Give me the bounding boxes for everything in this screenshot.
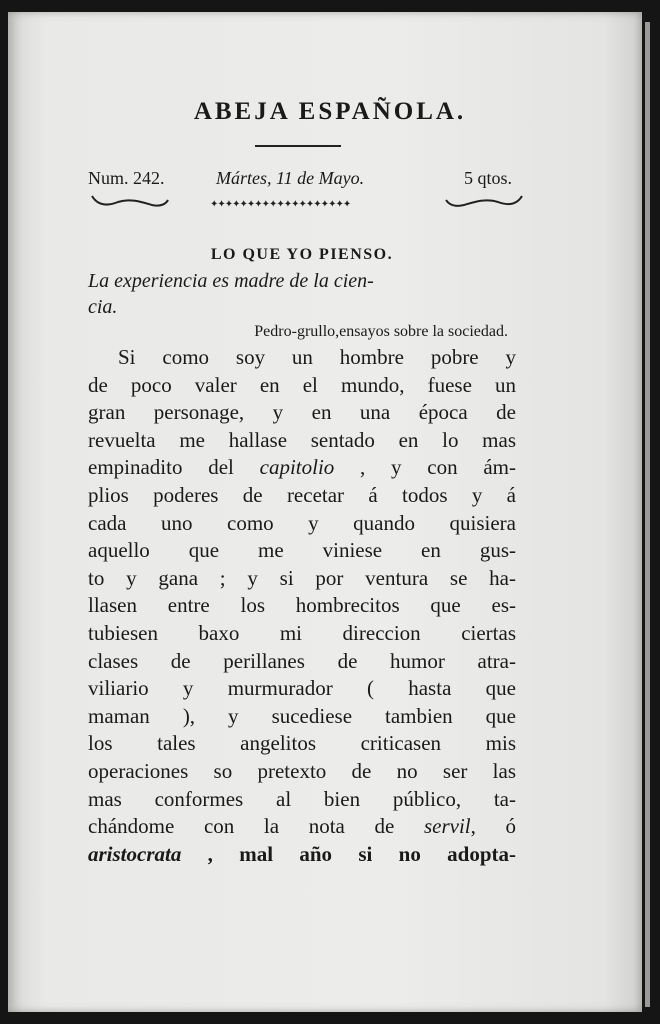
masthead-rule xyxy=(255,145,341,147)
article-motto-line-1: La experiencia es madre de la cien- xyxy=(88,270,374,292)
body-line-segment: , y con ám- xyxy=(334,455,516,480)
body-line: gran personage, y en una época de xyxy=(88,400,516,425)
ornament-stars: ✦✦✦✦✦✦✦✦✦✦✦✦✦✦✦✦✦✦✦ xyxy=(210,199,351,210)
body-line-segment: , mal año si no adopta- xyxy=(181,841,516,866)
body-line xyxy=(88,813,516,841)
article-motto-line-2: cia. xyxy=(88,296,118,318)
body-line: revuelta me hallase sentado en lo mas xyxy=(88,427,516,452)
body-line: Si como soy un hombre pobre y xyxy=(118,345,516,369)
body-line: aquello que me viniese en gus- xyxy=(88,538,516,563)
body-line: mas conformes al bien público, ta- xyxy=(88,786,516,811)
body-line: llasen entre los hombrecitos que es- xyxy=(88,593,516,618)
body-line: cada uno como y quando quisiera xyxy=(88,510,516,535)
body-line: los tales angelitos criticasen mis xyxy=(88,731,516,756)
body-line: operaciones so pretexto de no ser las xyxy=(88,758,516,783)
body-line-segment: , ó xyxy=(470,814,516,839)
body-line xyxy=(88,841,516,869)
article-attribution: Pedro-grullo,ensayos sobre la sociedad. xyxy=(254,323,508,340)
page-edge xyxy=(645,22,650,1007)
article-body xyxy=(88,344,516,868)
body-line xyxy=(88,454,516,482)
issue-date: Mártes, 11 de Mayo. xyxy=(216,168,365,188)
body-line: tubiesen baxo mi direccion ciertas xyxy=(88,620,516,645)
body-line: to y gana ; y si por ventura se ha- xyxy=(88,565,516,590)
body-line: plios poderes de recetar á todos y á xyxy=(88,482,516,507)
issue-price: 5 qtos. xyxy=(463,168,512,188)
flourish-right-icon xyxy=(444,192,524,212)
flourish-left-icon xyxy=(90,192,170,212)
body-line-segment: capitolio xyxy=(259,455,335,480)
body-line-segment: servil xyxy=(423,814,471,839)
body-line: maman ), y sucediese tambien que xyxy=(88,703,516,728)
article-title: LO QUE YO PIENSO. xyxy=(210,246,394,263)
body-line-segment: empinadito del xyxy=(88,455,260,480)
body-line: clases de perillanes de humor atra- xyxy=(88,648,516,673)
issue-number: Num. 242. xyxy=(88,168,165,188)
article xyxy=(88,242,516,868)
body-line-segment: aristocrata xyxy=(88,841,182,866)
body-line: viliario y murmurador ( hasta que xyxy=(88,676,516,701)
body-line-segment: chándome con la nota de xyxy=(88,814,424,839)
body-line: de poco valer en el mundo, fuese un xyxy=(88,372,516,397)
masthead: ABEJA ESPAÑOLA. xyxy=(193,98,467,125)
